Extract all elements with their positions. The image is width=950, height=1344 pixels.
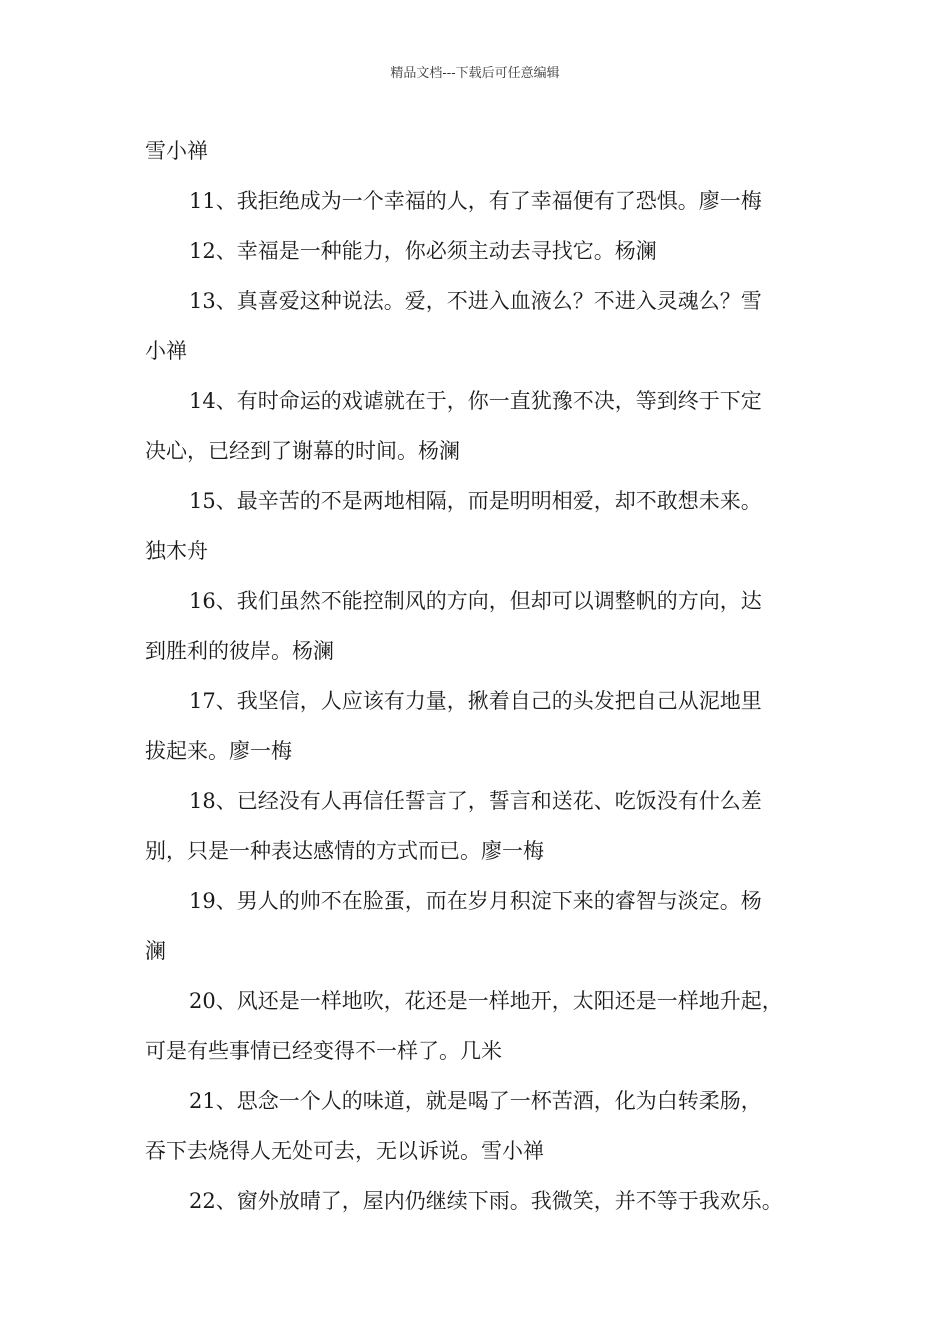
text-line: 雪小禅 (145, 139, 208, 163)
text-line: 可是有些事情已经变得不一样了。几米 (145, 1039, 502, 1063)
document-body (145, 126, 825, 1226)
text-line: 11、我拒绝成为一个幸福的人，有了幸福便有了恐惧。廖一梅 (189, 189, 762, 213)
text-line: 小禅 (145, 339, 187, 363)
text-line: 到胜利的彼岸。杨澜 (145, 639, 334, 663)
text-line: 16、我们虽然不能控制风的方向，但却可以调整帆的方向，达 (189, 589, 762, 613)
text-line: 拔起来。廖一梅 (145, 739, 292, 763)
text-line: 12、幸福是一种能力，你必须主动去寻找它。杨澜 (189, 239, 657, 263)
text-line: 20、风还是一样地吹，花还是一样地开，太阳还是一样地升起， (189, 989, 783, 1013)
text-line: 15、最辛苦的不是两地相隔，而是明明相爱，却不敢想未来。 (189, 489, 762, 513)
text-line: 14、有时命运的戏谑就在于，你一直犹豫不决，等到终于下定 (189, 389, 762, 413)
text-line: 决心，已经到了谢幕的时间。杨澜 (145, 439, 460, 463)
text-line: 澜 (145, 939, 166, 963)
text-line: 吞下去烧得人无处可去，无以诉说。雪小禅 (145, 1139, 544, 1163)
text-line: 17、我坚信，人应该有力量，揪着自己的头发把自己从泥地里 (189, 689, 762, 713)
text-line: 13、真喜爱这种说法。爱，不进入血液么？不进入灵魂么？雪 (189, 289, 762, 313)
text-line: 18、已经没有人再信任誓言了，誓言和送花、吃饭没有什么差 (189, 789, 762, 813)
text-line: 22、窗外放晴了，屋内仍继续下雨。我微笑，并不等于我欢乐。 (189, 1189, 783, 1213)
text-line: 独木舟 (145, 539, 208, 563)
text-line: 别，只是一种表达感情的方式而已。廖一梅 (145, 839, 544, 863)
page-header: 精品文档---下载后可任意编辑 (390, 66, 560, 81)
text-line: 21、思念一个人的味道，就是喝了一杯苦酒，化为白转柔肠， (189, 1089, 762, 1113)
text-line: 19、男人的帅不在脸蛋，而在岁月积淀下来的睿智与淡定。杨 (189, 889, 762, 913)
